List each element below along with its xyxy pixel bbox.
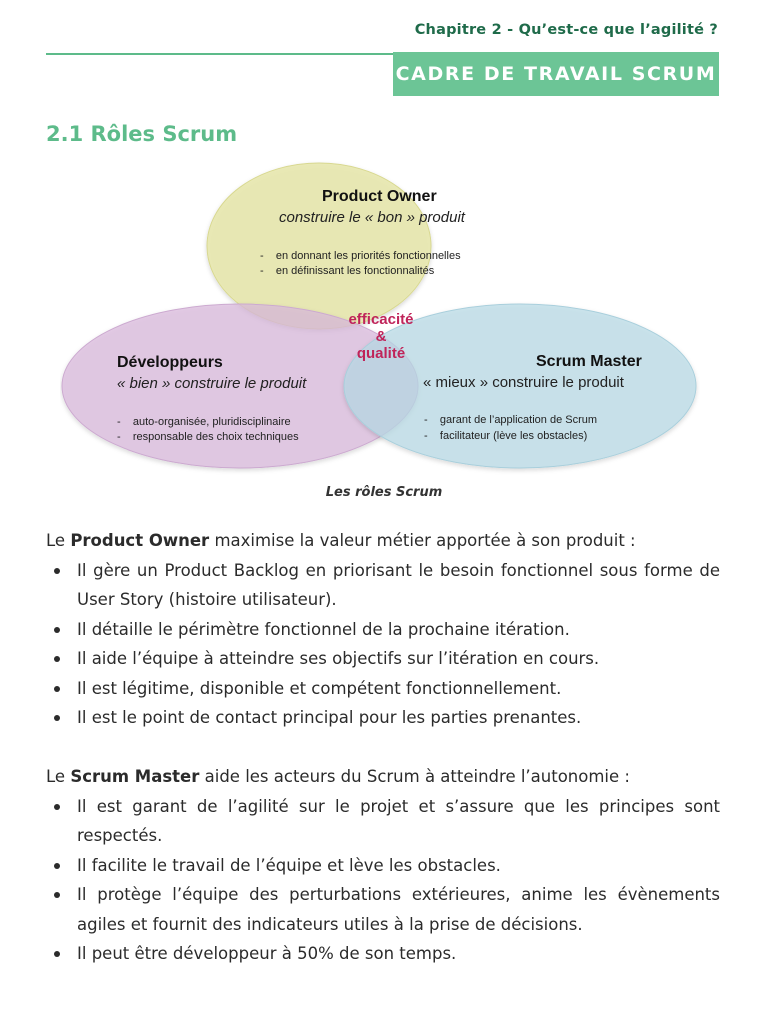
product-owner-term: Product Owner: [70, 531, 210, 550]
list-item: Il aide l’équipe à atteindre ses objectifs sur l’itération en cours.: [77, 644, 720, 674]
list-item: Il est garant de l’agilité sur le projet et s’assure que les principes sont respectés.: [77, 792, 720, 851]
product-owner-section: [46, 526, 720, 733]
scrum-master-section: [46, 762, 720, 969]
developpeurs-bullet: - responsable des choix techniques: [117, 431, 299, 443]
scrum-master-bullet: - garant de l’application de Scrum: [424, 414, 598, 426]
list-item: Il est le point de contact principal pour les parties prenantes.: [77, 703, 720, 733]
center-line-1: efficacité: [348, 311, 414, 328]
scrum-master-subtitle: « mieux » construire le produit: [423, 374, 624, 391]
product-owner-intro: Le Product Owner maximise la valeur métier apportée à son produit :: [46, 531, 636, 550]
figure-caption: Les rôles Scrum: [325, 485, 443, 500]
center-line-3: qualité: [356, 345, 406, 362]
list-item: Il peut être développeur à 50% de son temps.: [77, 939, 720, 969]
scrum-master-title: Scrum Master: [536, 353, 642, 370]
product-owner-bullet: - en définissant les fonctionnalités: [260, 265, 435, 277]
chapter-header: Chapitre 2 - Qu’est-ce que l’agilité ?: [414, 22, 718, 38]
developpeurs-bullet: - auto-organisée, pluridisciplinaire: [117, 416, 291, 428]
product-owner-subtitle: construire le « bon » produit: [279, 209, 465, 226]
scrum-master-intro: Le Scrum Master aide les acteurs du Scrum à atteindre l’autonomie :: [46, 767, 630, 786]
scrum-roles-diagram: [60, 160, 700, 476]
list-item: Il détaille le périmètre fonctionnel de la prochaine itération.: [77, 615, 720, 645]
scrum-master-term: Scrum Master: [70, 767, 200, 786]
center-label: [336, 311, 426, 362]
scrum-master-list: [46, 792, 720, 969]
list-item: Il facilite le travail de l’équipe et lève les obstacles.: [77, 851, 720, 881]
list-item: Il est légitime, disponible et compétent fonctionnellement.: [77, 674, 720, 704]
product-owner-bullet: - en donnant les priorités fonctionnelles: [260, 250, 461, 262]
developpeurs-title: Développeurs: [117, 354, 223, 371]
section-banner: CADRE DE TRAVAIL SCRUM: [393, 52, 719, 96]
developpeurs-subtitle: « bien » construire le produit: [117, 375, 307, 392]
scrum-master-bullet: - facilitateur (lève les obstacles): [424, 430, 588, 442]
header-rule: [46, 53, 396, 55]
product-owner-list: [46, 556, 720, 733]
list-item: Il protège l’équipe des perturbations extérieures, anime les évènements agiles et fournit des indicateurs utiles à la prise de décisions.: [77, 880, 720, 939]
center-line-2: &: [375, 328, 387, 345]
list-item: Il gère un Product Backlog en priorisant le besoin fonctionnel sous forme de User Story (histoire utilisateur).: [77, 556, 720, 615]
section-title: 2.1 Rôles Scrum: [46, 122, 238, 146]
product-owner-title: Product Owner: [322, 188, 437, 205]
